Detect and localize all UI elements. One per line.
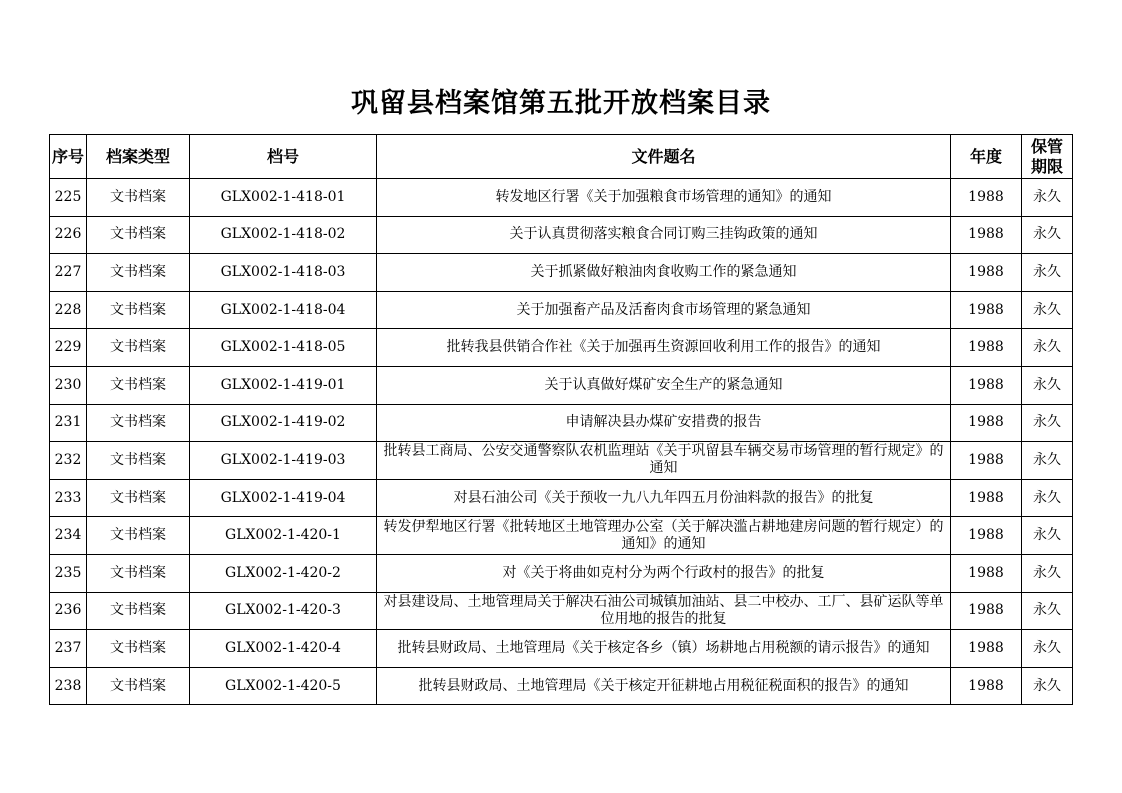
column-header-period-line2: 期限 bbox=[1030, 156, 1063, 176]
cell-period: 永久 bbox=[1022, 667, 1073, 705]
archive-catalog-table bbox=[49, 134, 1073, 705]
cell-archive-no: GLX002-1-419-04 bbox=[190, 479, 377, 517]
page-title: 巩留县档案馆第五批开放档案目录 bbox=[351, 88, 771, 119]
cell-doc-title: 关于抓紧做好粮油肉食收购工作的紧急通知 bbox=[377, 254, 951, 292]
cell-period: 永久 bbox=[1022, 479, 1073, 517]
table-row bbox=[50, 291, 1073, 329]
table-row bbox=[50, 216, 1073, 254]
cell-archive-no: GLX002-1-418-05 bbox=[190, 329, 377, 367]
column-header-seq: 序号 bbox=[50, 135, 87, 179]
cell-doc-title: 批转我县供销合作社《关于加强再生资源回收利用工作的报告》的通知 bbox=[377, 329, 951, 367]
cell-archive-no: GLX002-1-419-03 bbox=[190, 442, 377, 480]
table-row bbox=[50, 329, 1073, 367]
cell-archive-no: GLX002-1-418-01 bbox=[190, 179, 377, 217]
cell-archive-no: GLX002-1-418-02 bbox=[190, 216, 377, 254]
cell-type: 文书档案 bbox=[87, 479, 190, 517]
cell-doc-title: 批转县工商局、公安交通警察队农机监理站《关于巩留县车辆交易市场管理的暂行规定》的通知 bbox=[377, 442, 951, 480]
cell-period: 永久 bbox=[1022, 630, 1073, 668]
cell-seq: 231 bbox=[50, 404, 87, 442]
cell-period: 永久 bbox=[1022, 404, 1073, 442]
cell-type: 文书档案 bbox=[87, 216, 190, 254]
cell-seq: 236 bbox=[50, 592, 87, 630]
cell-doc-title: 申请解决县办煤矿安措费的报告 bbox=[377, 404, 951, 442]
cell-archive-no: GLX002-1-420-4 bbox=[190, 630, 377, 668]
table-row bbox=[50, 592, 1073, 630]
cell-archive-no: GLX002-1-420-2 bbox=[190, 554, 377, 592]
cell-type: 文书档案 bbox=[87, 442, 190, 480]
column-header-period bbox=[1022, 135, 1073, 179]
table-body bbox=[50, 179, 1073, 705]
cell-type: 文书档案 bbox=[87, 592, 190, 630]
cell-seq: 226 bbox=[50, 216, 87, 254]
cell-seq: 235 bbox=[50, 554, 87, 592]
cell-doc-title: 关于认真贯彻落实粮食合同订购三挂钩政策的通知 bbox=[377, 216, 951, 254]
cell-year: 1988 bbox=[951, 179, 1022, 217]
table-row bbox=[50, 254, 1073, 292]
cell-doc-title: 转发伊犁地区行署《批转地区土地管理办公室（关于解决滥占耕地建房问题的暂行规定）的通知》的通知 bbox=[377, 517, 951, 555]
cell-doc-title: 转发地区行署《关于加强粮食市场管理的通知》的通知 bbox=[377, 179, 951, 217]
cell-year: 1988 bbox=[951, 329, 1022, 367]
cell-type: 文书档案 bbox=[87, 291, 190, 329]
cell-doc-title: 批转县财政局、土地管理局《关于核定各乡（镇）场耕地占用税额的请示报告》的通知 bbox=[377, 630, 951, 668]
cell-seq: 228 bbox=[50, 291, 87, 329]
cell-seq: 232 bbox=[50, 442, 87, 480]
cell-year: 1988 bbox=[951, 479, 1022, 517]
cell-seq: 233 bbox=[50, 479, 87, 517]
cell-period: 永久 bbox=[1022, 254, 1073, 292]
column-header-doc-title: 文件题名 bbox=[377, 135, 951, 179]
cell-period: 永久 bbox=[1022, 329, 1073, 367]
table-row bbox=[50, 179, 1073, 217]
cell-doc-title: 对县石油公司《关于预收一九八九年四五月份油料款的报告》的批复 bbox=[377, 479, 951, 517]
table-row bbox=[50, 479, 1073, 517]
cell-archive-no: GLX002-1-419-02 bbox=[190, 404, 377, 442]
cell-doc-title: 关于加强畜产品及活畜肉食市场管理的紧急通知 bbox=[377, 291, 951, 329]
cell-year: 1988 bbox=[951, 404, 1022, 442]
cell-doc-title: 关于认真做好煤矿安全生产的紧急通知 bbox=[377, 366, 951, 404]
cell-type: 文书档案 bbox=[87, 329, 190, 367]
cell-year: 1988 bbox=[951, 592, 1022, 630]
table-row bbox=[50, 442, 1073, 480]
cell-year: 1988 bbox=[951, 667, 1022, 705]
cell-seq: 225 bbox=[50, 179, 87, 217]
cell-doc-title: 对县建设局、土地管理局关于解决石油公司城镇加油站、县二中校办、工厂、县矿运队等单位用地的报告的批复 bbox=[377, 592, 951, 630]
cell-doc-title: 对《关于将曲如克村分为两个行政村的报告》的批复 bbox=[377, 554, 951, 592]
table-row bbox=[50, 517, 1073, 555]
cell-type: 文书档案 bbox=[87, 179, 190, 217]
cell-period: 永久 bbox=[1022, 442, 1073, 480]
cell-type: 文书档案 bbox=[87, 404, 190, 442]
cell-type: 文书档案 bbox=[87, 517, 190, 555]
cell-year: 1988 bbox=[951, 216, 1022, 254]
cell-period: 永久 bbox=[1022, 216, 1073, 254]
cell-type: 文书档案 bbox=[87, 254, 190, 292]
cell-archive-no: GLX002-1-420-5 bbox=[190, 667, 377, 705]
cell-seq: 238 bbox=[50, 667, 87, 705]
cell-seq: 227 bbox=[50, 254, 87, 292]
table-row bbox=[50, 404, 1073, 442]
cell-type: 文书档案 bbox=[87, 366, 190, 404]
cell-seq: 230 bbox=[50, 366, 87, 404]
cell-period: 永久 bbox=[1022, 179, 1073, 217]
cell-archive-no: GLX002-1-418-03 bbox=[190, 254, 377, 292]
cell-doc-title: 批转县财政局、土地管理局《关于核定开征耕地占用税征税面积的报告》的通知 bbox=[377, 667, 951, 705]
cell-archive-no: GLX002-1-420-3 bbox=[190, 592, 377, 630]
cell-period: 永久 bbox=[1022, 592, 1073, 630]
column-header-type: 档案类型 bbox=[87, 135, 190, 179]
cell-year: 1988 bbox=[951, 442, 1022, 480]
table-row bbox=[50, 366, 1073, 404]
cell-archive-no: GLX002-1-418-04 bbox=[190, 291, 377, 329]
cell-year: 1988 bbox=[951, 517, 1022, 555]
cell-type: 文书档案 bbox=[87, 667, 190, 705]
column-header-archive-no: 档号 bbox=[190, 135, 377, 179]
column-header-year: 年度 bbox=[951, 135, 1022, 179]
cell-seq: 234 bbox=[50, 517, 87, 555]
table-row bbox=[50, 554, 1073, 592]
cell-year: 1988 bbox=[951, 554, 1022, 592]
cell-year: 1988 bbox=[951, 366, 1022, 404]
cell-year: 1988 bbox=[951, 630, 1022, 668]
cell-archive-no: GLX002-1-419-01 bbox=[190, 366, 377, 404]
cell-period: 永久 bbox=[1022, 517, 1073, 555]
cell-period: 永久 bbox=[1022, 366, 1073, 404]
cell-seq: 229 bbox=[50, 329, 87, 367]
cell-type: 文书档案 bbox=[87, 630, 190, 668]
table-row bbox=[50, 630, 1073, 668]
column-header-period-line1: 保管 bbox=[1030, 136, 1063, 156]
cell-type: 文书档案 bbox=[87, 554, 190, 592]
cell-archive-no: GLX002-1-420-1 bbox=[190, 517, 377, 555]
table-row bbox=[50, 667, 1073, 705]
cell-year: 1988 bbox=[951, 291, 1022, 329]
cell-period: 永久 bbox=[1022, 554, 1073, 592]
cell-year: 1988 bbox=[951, 254, 1022, 292]
table-header-row bbox=[50, 135, 1073, 179]
cell-seq: 237 bbox=[50, 630, 87, 668]
cell-period: 永久 bbox=[1022, 291, 1073, 329]
